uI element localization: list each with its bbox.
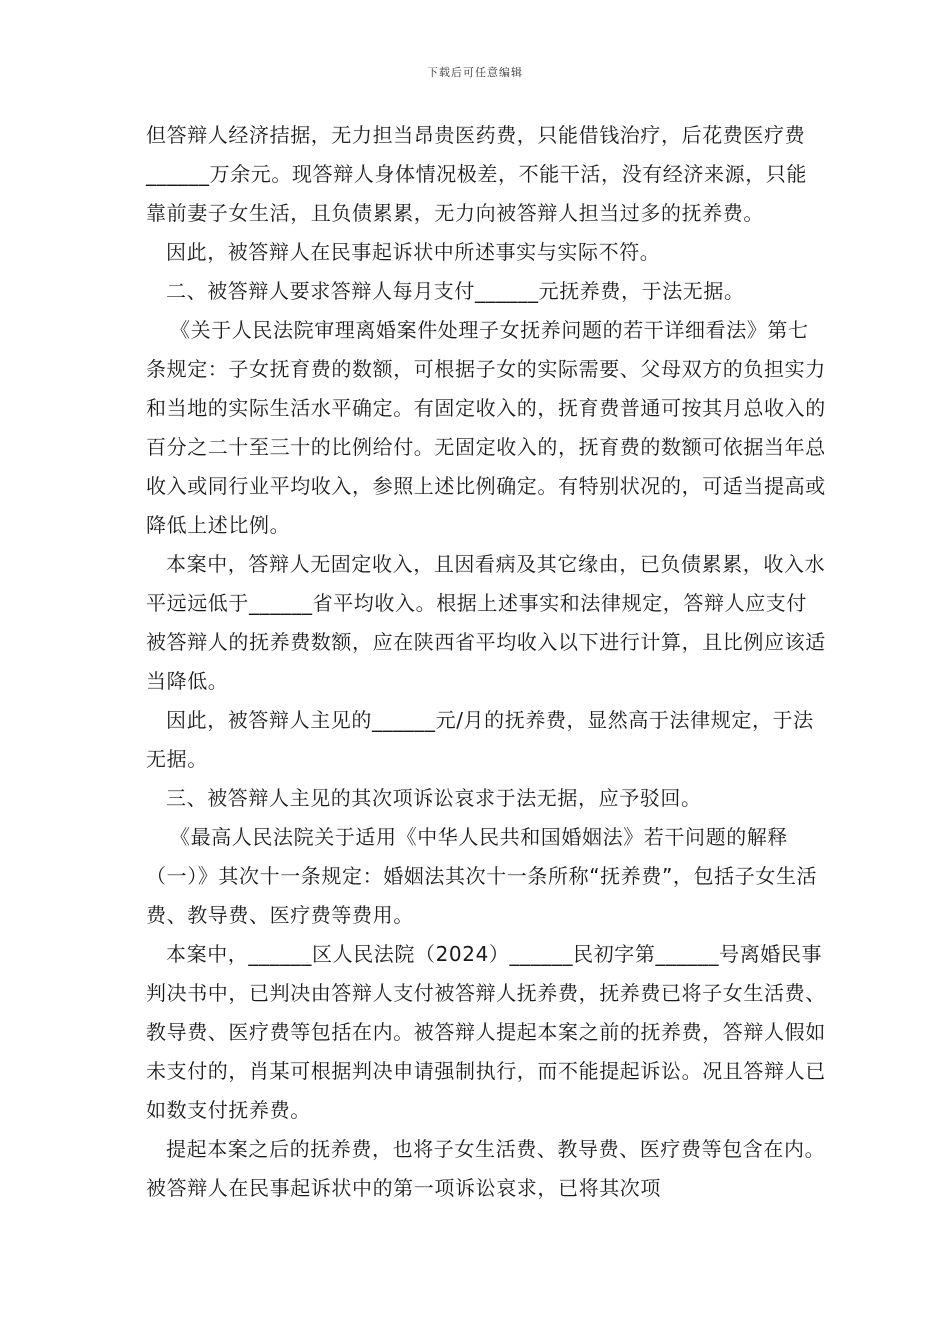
paragraph-case-judgment: 本案中，______区人民法院（2024）______民初字第______号离婚民事判决书中，已判决由答辩人支付被答辩人抚养费，抚养费已将子女生活费、教导费、医疗费等包括在内。被答辩人提起本案之前的抚养费，答辩人假如未支付的，肖某可根据判决申请强制执行，而不能提起诉讼。况且答辩人已如数支付抚养费。 xyxy=(146,942,826,1122)
paragraph-heading-three: 三、被答辩人主见的其次项诉讼哀求于法无据，应予驳回。 xyxy=(166,786,702,810)
paragraph-conclusion-amount: 因此，被答辩人主见的______元/月的抚养费，显然高于法律规定，于法无据。 xyxy=(146,708,814,771)
paragraph-case-income: 本案中，答辩人无固定收入，且因看病及其它缘由，已负债累累，收入水平远远低于______省平均收入。根据上述事实和法律规定，答辩人应支付被答辩人的抚养费数额，应在陕西省平均收入以下进行计算，且比例应该适当降低。 xyxy=(146,552,826,693)
document-body xyxy=(146,116,826,1208)
paragraph-interpretation-article: 《最高人民法院关于适用《中华人民共和国婚姻法》若干问题的解释（一）》其次十一条规定：婚姻法其次十一条所称“抚养费”，包括子女生活费、教导费、医疗费等费用。 xyxy=(146,825,818,927)
paragraph-medical-expenses: 但答辩人经济拮据，无力担当昂贵医药费，只能借钱治疗，后花费医疗费______万余元。现答辩人身体情况极差，不能干活，没有经济来源，只能靠前妻子女生活，且负债累累，无力向被答辩人担当过多的抚养费。 xyxy=(146,123,807,225)
paragraph-regulation-article-seven: 《关于人民法院审理离婚案件处理子女抚养问题的若干详细看法》第七条规定：子女抚育费的数额，可根据子女的实际需要、父母双方的负担实力和当地的实际生活水平确定。有固定收入的，抚育费普通可按其月总收入的百分之二十至三十的比例给付。无固定收入的，抚育费的数额可依据当年总收入或同行业平均收入，参照上述比例确定。有特别状况的，可适当提高或降低上述比例。 xyxy=(146,318,826,537)
paragraph-conclusion-facts: 因此，被答辩人在民事起诉状中所述事实与实际不符。 xyxy=(166,240,661,264)
page-header-note: 下载后可任意编辑 xyxy=(427,66,523,79)
paragraph-after-filing: 提起本案之后的抚养费，也将子女生活费、教导费、医疗费等包含在内。被答辩人在民事起诉状中的第一项诉讼哀求，已将其次项 xyxy=(146,1137,826,1200)
paragraph-heading-two: 二、被答辩人要求答辩人每月支付______元抚养费，于法无据。 xyxy=(166,279,745,303)
